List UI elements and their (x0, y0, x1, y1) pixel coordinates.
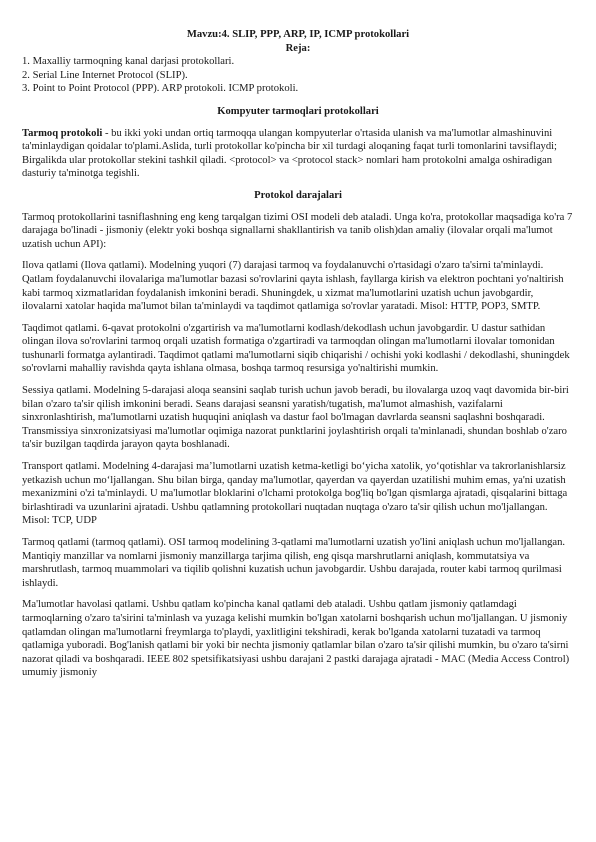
paragraph-transport-layer: Transport qatlami. Modelning 4-darajasi maʼlumotlarni uzatish ketma-ketligi bo‘yicha xatolik, yo‘qotishlar va takrorlanishlarsiz yetkazish uchun mo‘ljallangan. Shu bilan birga, qanday ma'lumotlar, qayerdan va qayerdan uzatilishi muhim emas, ya'ni uzatish mexanizmini o'zi ta'minlaydi. U ma'lumotlar bloklarini o'lchami protokolga bog'liq bo'lgan qismlarga ajratadi, qisqalarini bittaga birlashtiradi va uzunlarini ajratadi. Ushbu qatlamning protokollari nuqtadan nuqtaga o'zaro ta'sir qilish uchun mo'ljallangan. Misol: TCP, UDP (22, 461, 568, 527)
paragraph-presentation-layer: Taqdimot qatlami. 6-qavat protokolni o'zgartirish va ma'lumotlarni kodlash/dekodlash uchun javobgardir. U dastur sathidan olingan ilova so'rovlarini tarmoq orqali uzatish formatiga o'zgartiradi va tarmoqdan olingan ma'lumotlarni ilovalar tomonidan tushunarli formatga aylantiradi. Taqdimot qatlami ma'lumotlarni siqib chiqarishi / ochishi yoki kodlashi / dekodlashi, shuningdek so'rovlarni mahalliy ravishda qayta ishlana olmasa, boshqa tarmoq resursiga yo'naltirishi mumkin. (22, 322, 570, 375)
plan-item: 3. Point to Point Protocol (PPP). ARP protokoli. ICMP protokoli. (22, 83, 299, 95)
section-heading-protocols: Kompyuter tarmoqlari protokollari (217, 105, 379, 117)
paragraph-application-layer: Ilova qatlami (Ilova qatlami). Modelning yuqori (7) darajasi tarmoq va foydalanuvchi o'rtasidagi o'zaro ta'sirni ta'minlaydi. Qatlam foydalanuvchi ilovalariga ma'lumotlar bazasi so'rovlarini qayta ishlash, fayllarga kirish va elektron pochtani yo'naltirish kabi tarmoq xizmatlaridan foydalanish imkonini beradi. Shuningdek, u xizmat ma'lumotlarini uzatish uchun javobgardir, ilovalarni xatolar haqida ma'lumot bilan ta'minlaydi va taqdimot qatlamiga so'rovlar yaratadi. Misol: HTTP, POP3, SMTP. (22, 260, 564, 313)
definition-text: - bu ikki yoki undan ortiq tarmoqqa ulangan kompyuterlar o'rtasida ulanish va ma'lumotlar almashinuvini ta'minlaydigan qoidalar to'plami.Aslida, turli protokollar ko'pincha bir xil turdagi aloqaning faqat turli tomonlarini tavsiflaydi; Birgalikda ular protokollar stekini tashkil qiladi. <protocol> va <protocol stack> nomlari ham protokolni amalga oshiradigan dasturiy ta'minotga tegishli. (22, 127, 557, 180)
term-network-protocol: Tarmoq protokoli (22, 127, 103, 139)
paragraph-osi: Tarmoq protokollarini tasniflashning eng keng tarqalgan tizimi OSI modeli deb ataladi. Unga ko'ra, protokollar maqsadiga ko'ra 7 darajaga bo'linadi - jismoniy (elektr yoki boshqa signallarni shakllantirish va tanib olish)dan amaliy (ilovalar orqali ma'lumot uzatish uchun API): (22, 211, 573, 250)
plan-item: 1. Maxalliy tarmoqning kanal darjasi protokollari. (22, 56, 235, 68)
plan-list (22, 55, 574, 96)
document-title: Mavzu:4. SLIP, PPP, ARP, IP, ICMP protokollari (186, 29, 410, 40)
section-heading-levels: Protokol darajalari (254, 189, 342, 201)
paragraph-session-layer: Sessiya qatlami. Modelning 5-darajasi aloqa seansini saqlab turish uchun javob beradi, bu ilovalarga uzoq vaqt davomida bir-biri bilan o'zaro ta'sir qilish imkonini beradi. Seans darajasi seansni yaratish/tugatish, ma'lumot almashish, vazifalarni sinxronlashtirish, ma'lumotlarni uzatish huquqini aniqlash va dastur faol bo'lmagan davrlarda seansni saqlashni boshqaradi. Transmissiya sinxronizatsiyasi ma'lumotlar oqimiga nazorat punktlarini joylashtirish orqali ta'minlanadi, shundan boshlab o'zaro ta'sir buzilgan taqdirda jarayon qayta boshlanadi. (22, 385, 569, 451)
paragraph-data-link-layer: Ma'lumotlar havolasi qatlami. Ushbu qatlam ko'pincha kanal qatlami deb ataladi. Ushbu qatlam jismoniy qatlamdagi tarmoqlarning o'zaro ta'sirini ta'minlash va yuzaga kelishi mumkin bo'lgan xatolarni boshqarish uchun mo'ljallangan. U jismoniy qatlamdan olingan ma'lumotlarni freymlarga to'playdi, yaxlitligini tekshiradi, kerak bo'lganda xatolarni tuzatadi va tarmoq qatlamiga yuboradi. Bog'lanish qatlami bir yoki bir nechta jismoniy qatlamlar bilan o'zaro ta'sir qilishi mumkin, bu o'zaro ta'sirni nazorat qiladi va boshqaradi. IEEE 802 spetsifikatsiyasi ushbu darajani 2 pastki darajaga ajratadi - MAC (Media Access Control) umumiy jismoniy (22, 599, 570, 679)
paragraph-network-layer: Tarmoq qatlami (tarmoq qatlami). OSI tarmoq modelining 3-qatlami ma'lumotlarni uzatish yo'lini aniqlash uchun mo'ljallangan. Mantiqiy manzillar va nomlarni jismoniy manzillarga tarjima qilish, eng qisqa marshrutlarni aniqlash, kommutatsiya va marshrutlash, tarmoq muammolari va tiqilib qolishni kuzatish uchun javobgardir. Ushbu darajada, router kabi tarmoq qurilmasi ishlaydi. (22, 537, 566, 589)
plan-item: 2. Serial Line Internet Protocol (SLIP). (22, 69, 188, 81)
plan-heading: Reja: (285, 42, 311, 54)
paragraph-definition (22, 127, 574, 181)
